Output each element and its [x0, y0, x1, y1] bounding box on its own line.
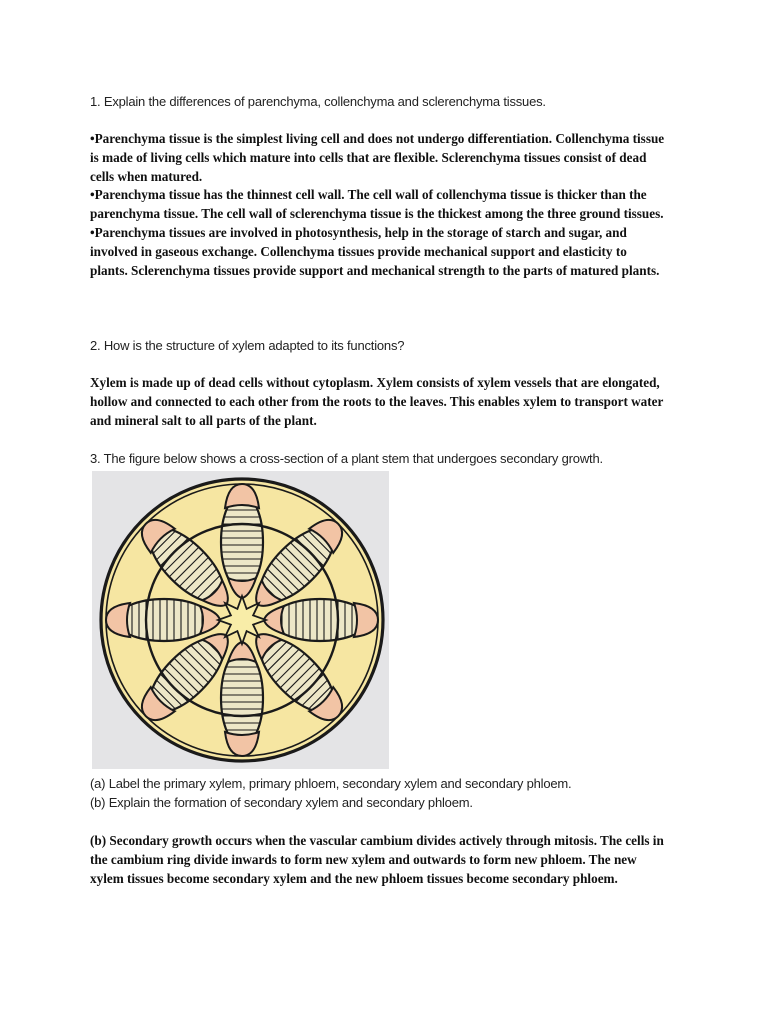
question-3b: (b) Explain the formation of secondary xylem and secondary phloem.	[90, 795, 473, 810]
answer-1	[90, 130, 665, 280]
question-3a: (a) Label the primary xylem, primary phloem, secondary xylem and secondary phloem.	[90, 776, 572, 791]
question-2: 2. How is the structure of xylem adapted to its functions?	[90, 338, 405, 353]
xylem-wedge	[221, 494, 263, 590]
xylem-wedge	[116, 599, 212, 641]
answer-1-point-2: •Parenchyma tissue has the thinnest cell wall. The cell wall of collenchyma tissue is thicker than the parenchyma tissue. The cell wall of sclerenchyma tissue is the thickest among the three ground tissues.	[90, 187, 664, 222]
xylem-wedge	[221, 650, 263, 746]
stem-cross-section-diagram	[92, 471, 389, 769]
answer-3: (b) Secondary growth occurs when the vascular cambium divides actively through mitosis. The cells in the cambium ring divide inwards to form new xylem and outwards to form new phloem. The new xylem tissues become secondary xylem and the new phloem tissues become secondary phloem.	[90, 833, 664, 886]
answer-1-point-3: •Parenchyma tissues are involved in photosynthesis, help in the storage of starch and sugar, and involved in gaseous exchange. Collenchyma tissues provide mechanical support and elasticity to plants. Sclerenchyma tissues provide support and mechanical strength to the parts of matured plants.	[90, 224, 660, 278]
pith	[218, 596, 266, 644]
stem-cross-section-figure	[92, 471, 389, 769]
question-1: 1. Explain the differences of parenchyma, collenchyma and sclerenchyma tissues.	[90, 94, 546, 109]
question-3: 3. The figure below shows a cross-section of a plant stem that undergoes secondary growth.	[90, 451, 603, 466]
answer-2: Xylem is made up of dead cells without cytoplasm. Xylem consists of xylem vessels that are elongated, hollow and connected to each other from the roots to the leaves. This enables xylem to transport water and mineral salt to all parts of the plant.	[90, 375, 664, 428]
answer-1-point-1: •Parenchyma tissue is the simplest living cell and does not undergo differentiation. Collenchyma tissue is made of living cells which mature into cells that are flexible. Sclerenchyma tissues consist of dead cells when matured.	[90, 131, 665, 184]
xylem-wedge	[272, 599, 368, 641]
